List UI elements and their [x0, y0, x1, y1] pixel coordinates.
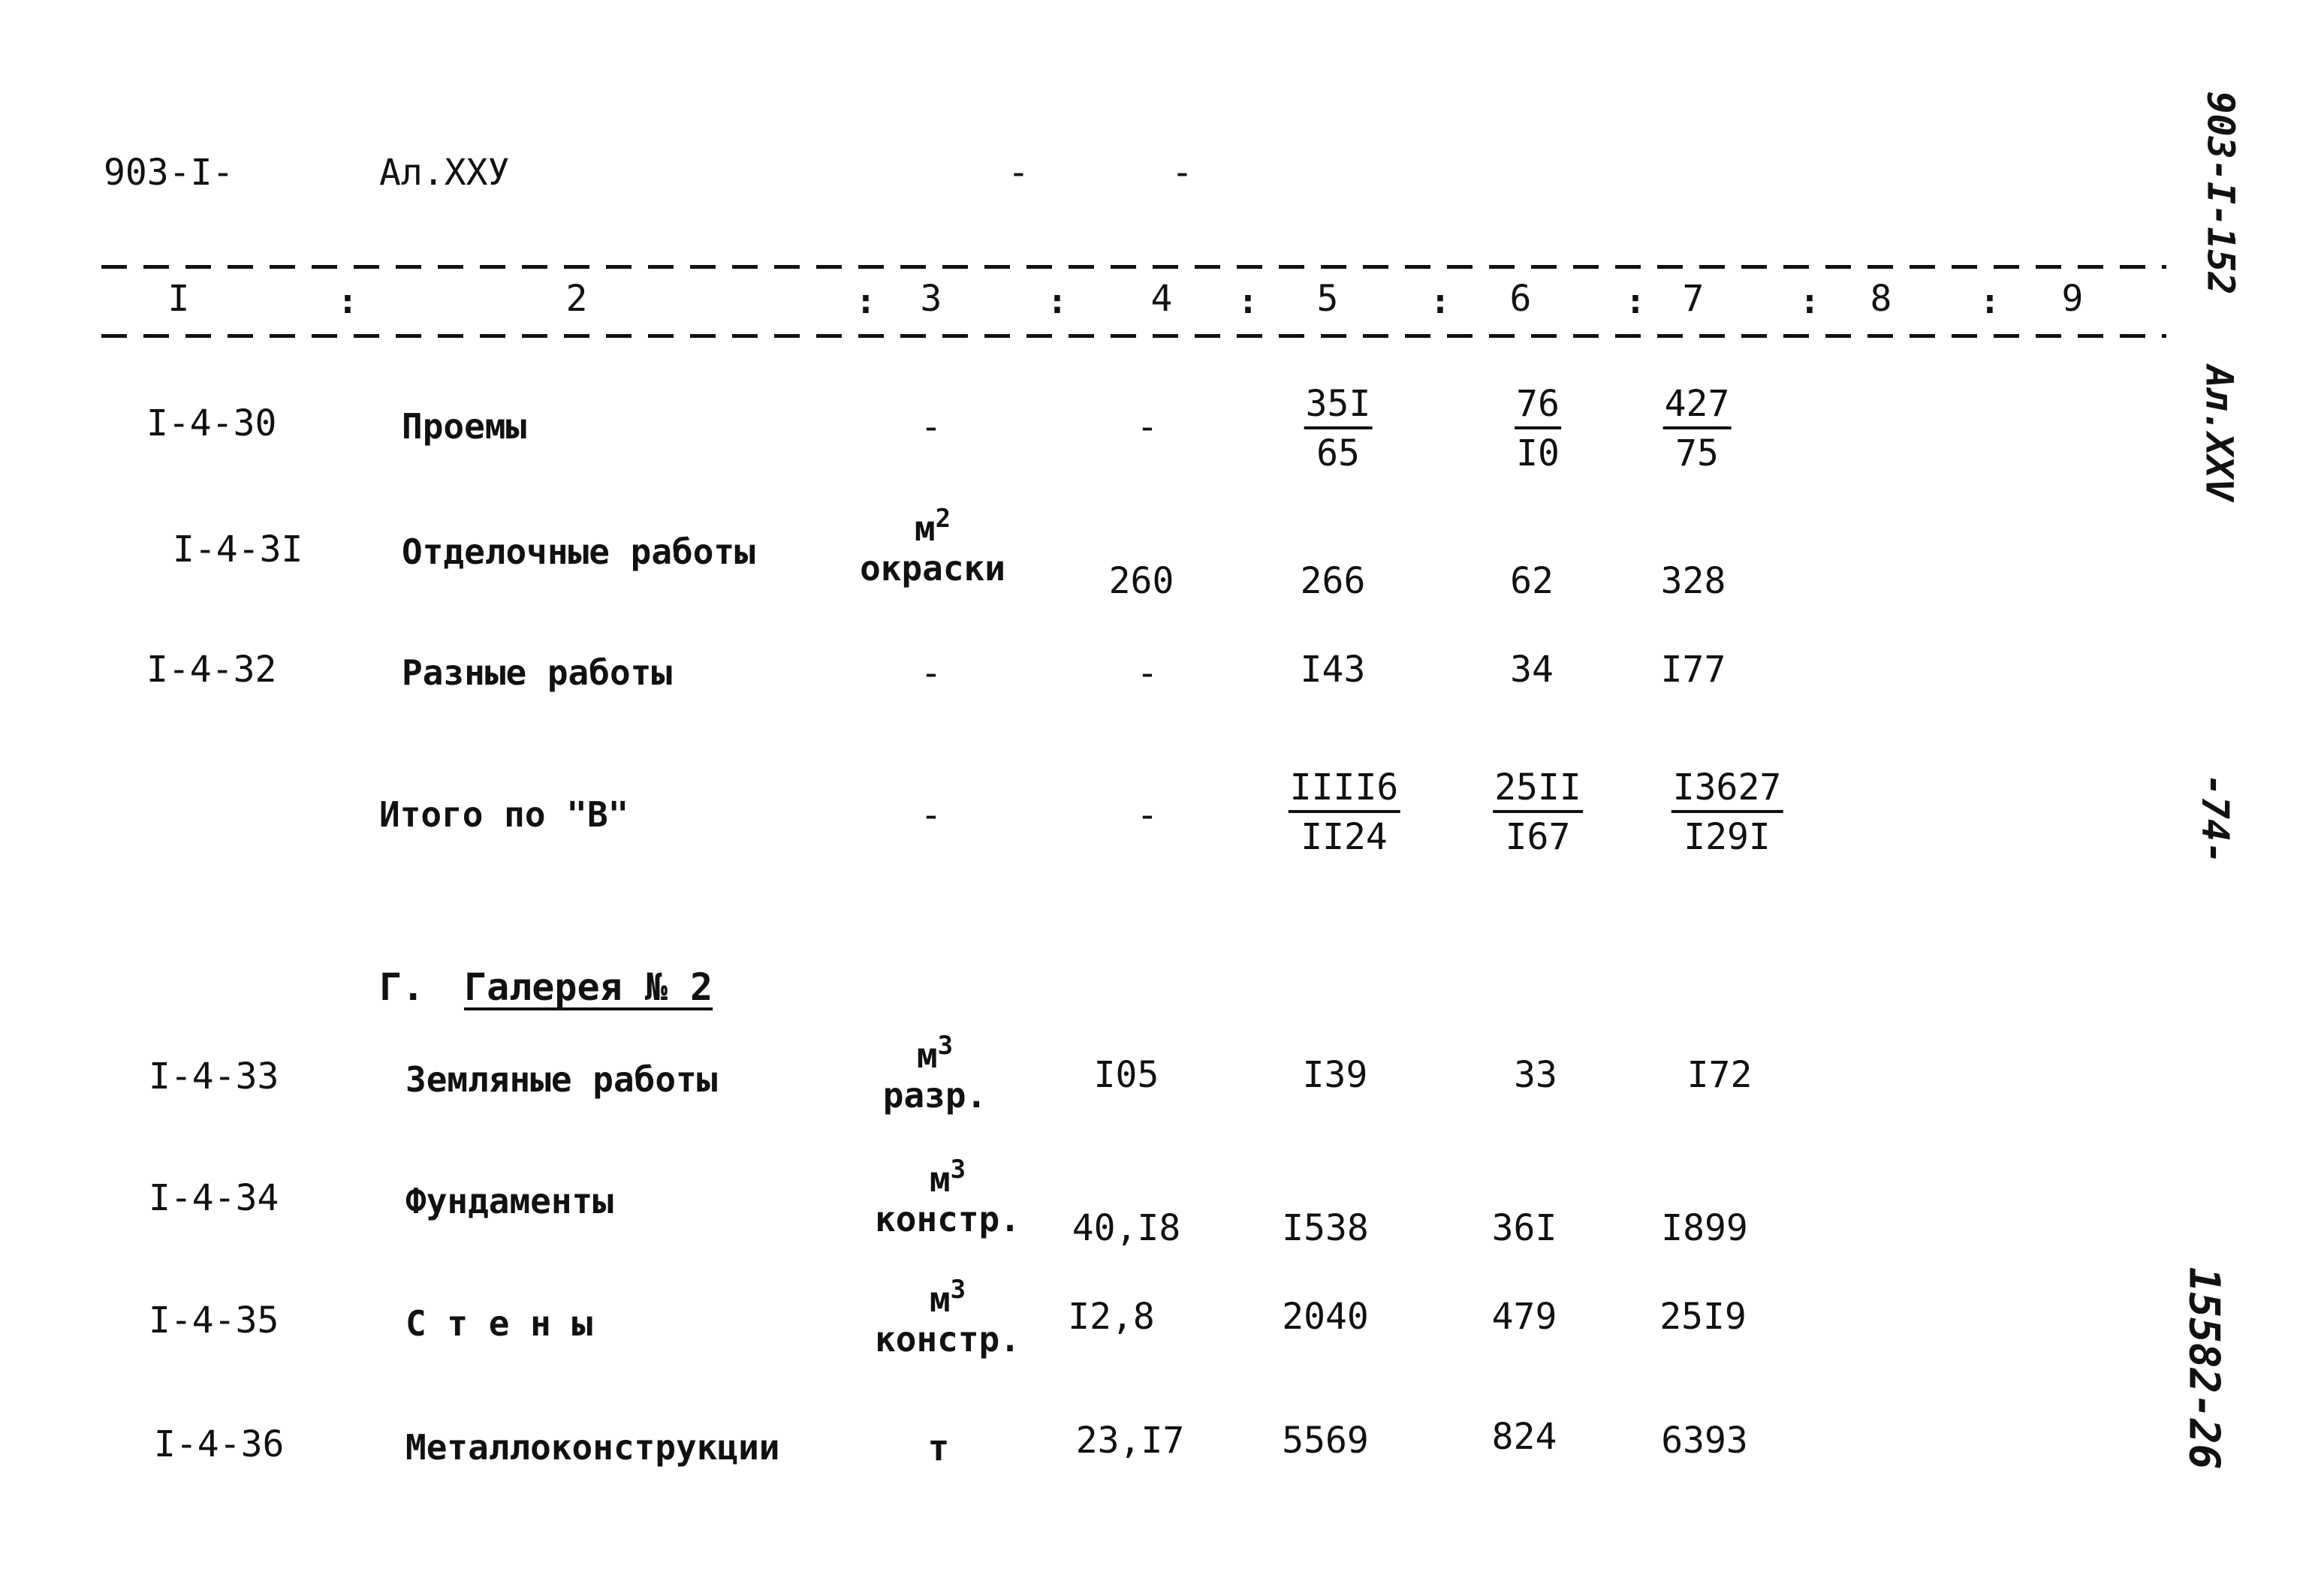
fraction-denominator: II24: [1301, 816, 1388, 858]
column-separator: :: [1430, 281, 1451, 321]
column-header-6: 6: [1509, 278, 1532, 320]
section-title: Галерея № 2: [464, 965, 713, 1009]
column-header-3: 3: [920, 278, 942, 320]
cell-col7: 25I9: [1659, 1296, 1747, 1338]
row-code: I-4-32: [146, 649, 277, 691]
row-name: Земляные работы: [405, 1059, 718, 1100]
fraction-denominator: I29I: [1684, 816, 1771, 858]
row-qty: I2,8: [1068, 1296, 1155, 1338]
unit-base: м: [914, 508, 936, 549]
unit-qualifier: констр.: [875, 1198, 1020, 1239]
total-fraction-col6: [1493, 766, 1583, 858]
fraction-numerator: 76: [1515, 386, 1561, 429]
unit-qualifier: констр.: [875, 1318, 1020, 1360]
cell-col5: I39: [1302, 1054, 1368, 1096]
row-name: Проемы: [402, 406, 527, 447]
column-header-2: 2: [565, 278, 588, 320]
row-name: С т е н ы: [405, 1303, 593, 1344]
row-unit: [875, 1155, 1020, 1239]
unit-exponent: 3: [950, 1275, 966, 1305]
margin-page-number: -74-: [2193, 773, 2238, 865]
row-unit: [875, 1275, 1020, 1360]
row-unit: -: [920, 794, 942, 836]
cell-col5: 266: [1300, 560, 1366, 602]
column-separator: :: [1625, 281, 1646, 321]
fraction-numerator: 25II: [1493, 769, 1583, 813]
total-label: Итого по "В": [379, 794, 629, 835]
cell-col7: 328: [1660, 560, 1726, 602]
fraction-col7: [1663, 383, 1732, 474]
row-unit: [882, 1031, 987, 1116]
doc-code: 903-I-: [104, 152, 234, 194]
column-header-1: I: [167, 278, 190, 320]
fraction-denominator: 65: [1316, 432, 1360, 474]
column-header-8: 8: [1870, 278, 1892, 320]
unit-exponent: 3: [937, 1031, 954, 1061]
cell-col5: I43: [1300, 649, 1366, 691]
row-unit: [860, 504, 1005, 589]
unit-qualifier: разр.: [882, 1074, 987, 1116]
row-name: Разные работы: [402, 652, 673, 693]
cell-col7: I899: [1661, 1207, 1748, 1249]
row-qty: 260: [1108, 560, 1174, 602]
cell-col5: 2040: [1282, 1296, 1369, 1338]
row-qty: -: [1136, 406, 1159, 448]
row-qty: -: [1136, 652, 1159, 694]
cell-col7: I72: [1687, 1054, 1753, 1096]
unit-base: м: [916, 1035, 938, 1076]
cell-col6: 36I: [1491, 1207, 1557, 1249]
total-fraction-col5: [1289, 766, 1400, 858]
sheet-label: Ал.ХХУ: [379, 152, 510, 194]
unit-base: м: [929, 1279, 951, 1320]
unit-exponent: 3: [950, 1155, 966, 1185]
cell-col6: 824: [1491, 1416, 1557, 1458]
row-code: I-4-30: [146, 402, 277, 444]
top-dashed-rule: [101, 265, 2166, 269]
fraction-numerator: 427: [1663, 386, 1732, 429]
row-name: Фундаменты: [405, 1181, 613, 1221]
row-code: I-4-34: [149, 1177, 279, 1219]
column-separator: :: [1799, 281, 1820, 321]
cell-col6: 479: [1491, 1296, 1557, 1338]
row-name: Отделочные работы: [402, 531, 755, 572]
cell-col6: 33: [1514, 1054, 1557, 1096]
cell-col7: 6393: [1661, 1420, 1748, 1462]
row-qty: 40,I8: [1072, 1207, 1181, 1249]
margin-doc-code: 903-I-152: [2199, 91, 2243, 295]
fraction-denominator: I0: [1516, 432, 1560, 474]
fraction-numerator: 35I: [1304, 386, 1373, 429]
row-unit: -: [920, 406, 942, 448]
fraction-denominator: 75: [1675, 432, 1719, 474]
margin-sheet-label: Ал.XXV: [2197, 365, 2241, 501]
row-code: I-4-3I: [173, 528, 303, 571]
column-header-9: 9: [2061, 278, 2084, 320]
row-qty: I05: [1093, 1054, 1159, 1096]
row-code: I-4-35: [149, 1299, 279, 1342]
fraction-col5: [1304, 383, 1373, 474]
row-code: I-4-36: [154, 1423, 285, 1465]
fraction-col6: [1515, 383, 1561, 474]
fraction-numerator: I3627: [1671, 769, 1783, 813]
column-separator: :: [1047, 281, 1068, 321]
row-name: Металлоконструкции: [405, 1427, 780, 1468]
row-unit: т: [927, 1427, 950, 1469]
bottom-dashed-rule: [101, 334, 2166, 338]
cell-col6: 34: [1510, 649, 1554, 691]
unit-exponent: 2: [935, 504, 951, 534]
row-code: I-4-33: [149, 1055, 279, 1098]
fraction-denominator: I67: [1505, 816, 1571, 858]
cell-col5: 5569: [1282, 1420, 1369, 1462]
cell-col5: I538: [1282, 1207, 1369, 1249]
header-dash-1: -: [1008, 152, 1029, 194]
cell-col7: I77: [1660, 649, 1726, 691]
row-unit: -: [920, 652, 942, 694]
margin-registration-number: 15582-26: [2179, 1266, 2229, 1470]
unit-qualifier: окраски: [860, 547, 1005, 589]
column-header-4: 4: [1150, 278, 1173, 320]
column-header-7: 7: [1682, 278, 1705, 320]
section-letter: Г.: [379, 965, 425, 1009]
column-separator: :: [855, 281, 876, 321]
column-separator: :: [337, 281, 358, 321]
column-header-5: 5: [1316, 278, 1339, 320]
header-dash-2: -: [1171, 152, 1193, 194]
total-fraction-col7: [1671, 766, 1783, 858]
row-qty: -: [1136, 794, 1159, 836]
cell-col6: 62: [1510, 560, 1554, 602]
fraction-numerator: IIII6: [1289, 769, 1400, 813]
column-separator: :: [1979, 281, 2000, 321]
unit-base: м: [929, 1159, 951, 1200]
column-separator: :: [1237, 281, 1259, 321]
row-qty: 23,I7: [1075, 1420, 1185, 1462]
